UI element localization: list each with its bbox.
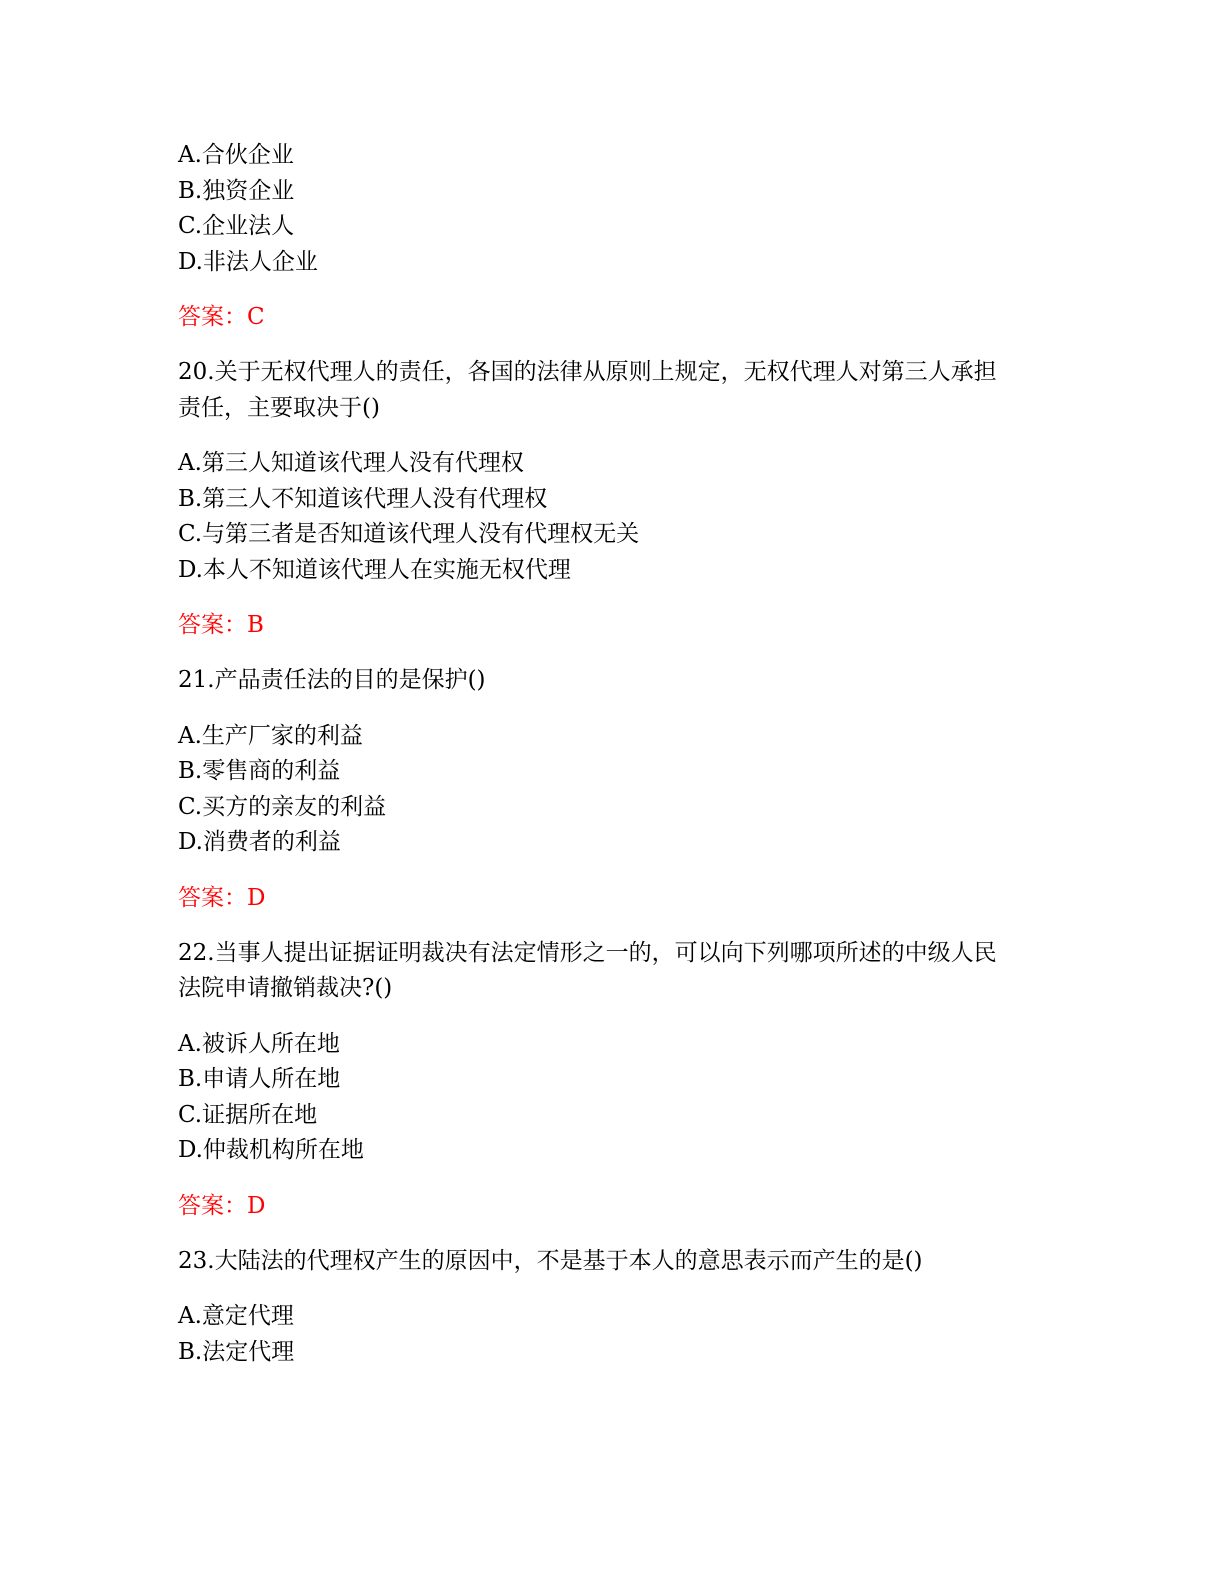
option-20-b: B.第三人不知道该代理人没有代理权 bbox=[178, 485, 548, 512]
question-23-block bbox=[178, 1244, 1058, 1371]
question-23-text bbox=[178, 1244, 1058, 1280]
question-22-line-1: 22.当事人提出证据证明裁决有法定情形之一的，可以向下列哪项所述的中级人民 bbox=[178, 939, 997, 966]
option-19-a: A.合伙企业 bbox=[178, 142, 294, 168]
question-20-block bbox=[178, 355, 1058, 643]
question-21-text bbox=[178, 663, 1058, 699]
question-22-block bbox=[178, 936, 1058, 1224]
question-21-block bbox=[178, 663, 1058, 916]
question-21-line-1: 21.产品责任法的目的是保护() bbox=[178, 667, 486, 693]
question-19-block bbox=[178, 138, 1058, 335]
question-20-line-1: 20.关于无权代理人的责任，各国的法律从原则上规定，无权代理人对第三人承担 bbox=[178, 359, 997, 385]
option-20-a: A.第三人知道该代理人没有代理权 bbox=[178, 450, 524, 476]
option-23-a: A.意定代理 bbox=[178, 1303, 294, 1329]
option-19-c: C.企业法人 bbox=[178, 213, 295, 239]
question-20-text bbox=[178, 355, 1058, 426]
option-21-b: B.零售商的利益 bbox=[178, 758, 341, 784]
option-20-c: C.与第三者是否知道该代理人没有代理权无关 bbox=[178, 521, 640, 547]
option-22-a: A.被诉人所在地 bbox=[178, 1030, 340, 1057]
option-19-b: B.独资企业 bbox=[178, 177, 295, 204]
option-21-a: A.生产厂家的利益 bbox=[178, 722, 363, 749]
option-22-b: B.申请人所在地 bbox=[178, 1066, 341, 1092]
question-22-line-2: 法院申请撤销裁决?() bbox=[178, 975, 393, 1001]
document-page bbox=[178, 138, 1058, 1370]
question-23-line-1: 23.大陆法的代理权产生的原因中，不是基于本人的意思表示而产生的是() bbox=[178, 1247, 923, 1274]
option-19-d: D.非法人企业 bbox=[178, 248, 318, 275]
option-21-d: D.消费者的利益 bbox=[178, 829, 341, 855]
answer-20: 答案：B bbox=[178, 612, 264, 638]
option-22-c: C.证据所在地 bbox=[178, 1101, 318, 1128]
option-21-c: C.买方的亲友的利益 bbox=[178, 793, 387, 820]
answer-21: 答案：D bbox=[178, 884, 266, 911]
question-22-text bbox=[178, 936, 1058, 1007]
option-20-d: D.本人不知道该代理人在实施无权代理 bbox=[178, 556, 571, 583]
answer-22: 答案：D bbox=[178, 1192, 266, 1219]
question-20-line-2: 责任，主要取决于() bbox=[178, 394, 380, 421]
option-22-d: D.仲裁机构所在地 bbox=[178, 1137, 364, 1163]
option-23-b: B.法定代理 bbox=[178, 1338, 295, 1365]
answer-19: 答案：C bbox=[178, 304, 265, 330]
